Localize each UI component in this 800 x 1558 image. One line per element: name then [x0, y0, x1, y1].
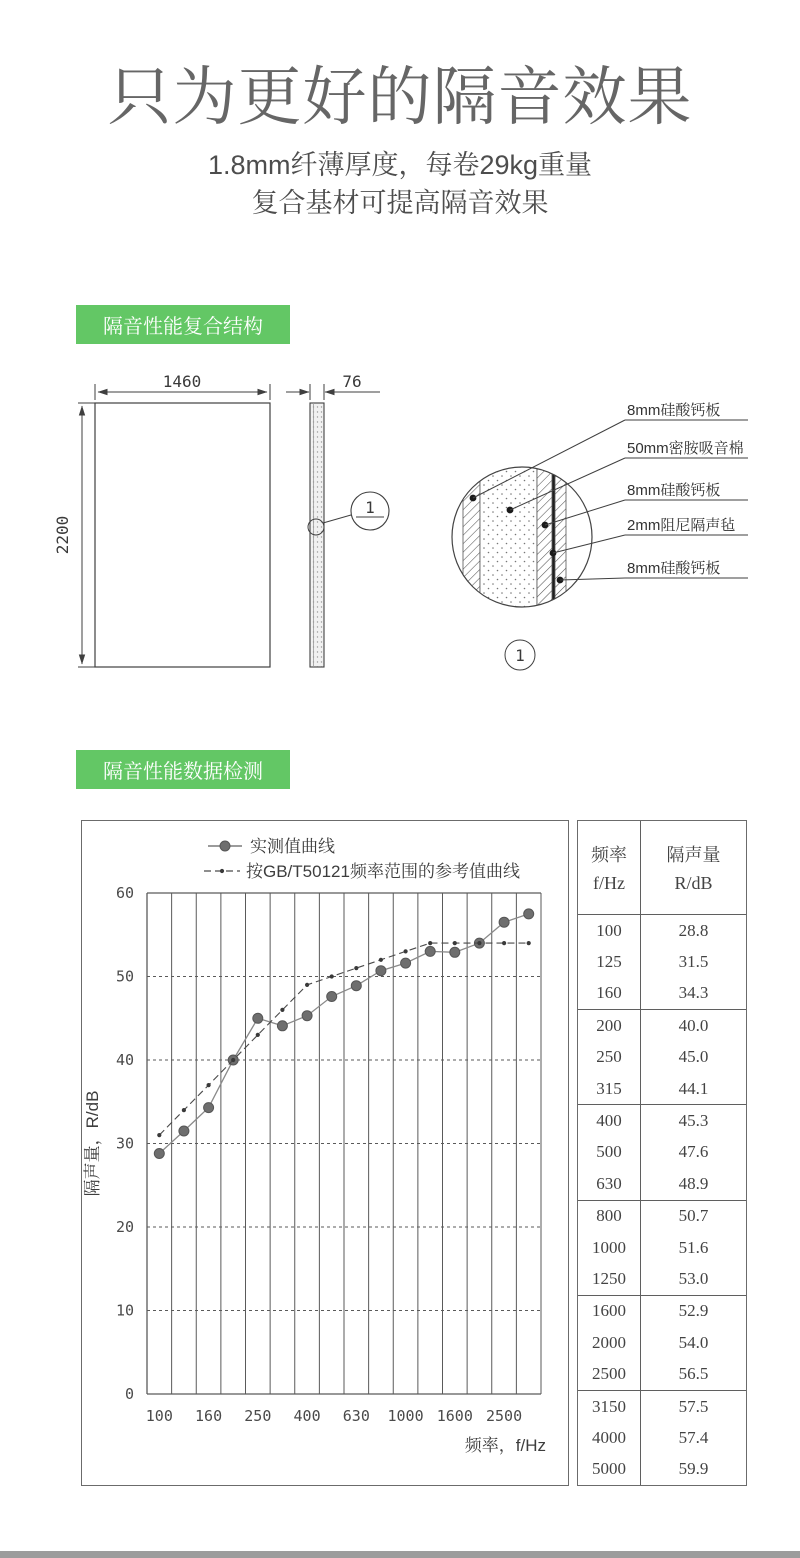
- frequency-cell: 315: [578, 1073, 641, 1104]
- measured-point: [450, 947, 460, 957]
- table-header: [578, 821, 746, 915]
- table-row: [578, 1042, 746, 1073]
- table-row: [578, 915, 746, 946]
- table-row: [578, 1391, 746, 1422]
- table-row: [578, 978, 746, 1009]
- frequency-cell: 125: [578, 946, 641, 977]
- frequency-cell: 250: [578, 1042, 641, 1073]
- table-row: [578, 1358, 746, 1389]
- frequency-cell: 160: [578, 978, 641, 1009]
- measured-point: [204, 1103, 214, 1113]
- layer-label-1: 8mm硅酸钙板: [627, 402, 721, 419]
- table-group: [578, 1391, 746, 1485]
- reference-point: [157, 1133, 161, 1137]
- x-tick-label: 250: [244, 1407, 272, 1425]
- insulation-cell: 45.0: [678, 1047, 709, 1067]
- insulation-cell: 51.6: [678, 1237, 709, 1257]
- frequency-cell: 2000: [578, 1327, 641, 1358]
- reference-point: [207, 1083, 211, 1087]
- layer-label-4: 2mm阻尼隔声毡: [627, 517, 736, 534]
- table-row: [578, 1327, 746, 1358]
- table-row: [578, 1263, 746, 1294]
- table-row: [578, 1168, 746, 1199]
- reference-point: [379, 958, 383, 962]
- insulation-cell: 57.4: [678, 1427, 709, 1447]
- subtitle-line-2: 复合基材可提高隔音效果: [251, 188, 549, 218]
- reference-point: [354, 966, 358, 970]
- insulation-header: 隔声量 R/dB: [666, 845, 721, 893]
- detail-balloon-number: 1: [365, 498, 375, 517]
- reference-point: [477, 941, 481, 945]
- insulation-cell: 56.5: [678, 1364, 709, 1384]
- table-group: [578, 1105, 746, 1200]
- table-row: [578, 946, 746, 977]
- x-tick-label: 1000: [387, 1407, 424, 1425]
- page-title: 只为更好的隔音效果: [107, 61, 693, 133]
- table-group: [578, 1010, 746, 1105]
- legend-measured-label: 实测值曲线: [250, 837, 335, 856]
- width-dimension-label: 1460: [162, 372, 202, 391]
- insulation-cell: 48.9: [678, 1173, 709, 1193]
- frequency-cell: 800: [578, 1201, 641, 1232]
- frequency-cell: 100: [578, 915, 641, 946]
- measured-point: [154, 1149, 164, 1159]
- frequency-cell: 3150: [578, 1391, 641, 1422]
- table-group: [578, 1296, 746, 1391]
- legend-reference-label: 按GB/T50121频率范围的参考值曲线: [246, 862, 520, 881]
- y-tick-label: 10: [115, 1301, 134, 1320]
- frequency-header: 频率 f/Hz: [578, 821, 641, 914]
- section-badge-structure: [76, 305, 290, 344]
- measured-point: [499, 917, 509, 927]
- frequency-cell: 2500: [578, 1358, 641, 1389]
- x-tick-label: 2500: [486, 1407, 523, 1425]
- frequency-cell: 5000: [578, 1454, 641, 1485]
- frequency-cell: 4000: [578, 1422, 641, 1453]
- layer-label-2: 50mm密胺吸音棉: [627, 440, 744, 457]
- insulation-cell: 45.3: [678, 1111, 709, 1131]
- x-tick-label: 400: [293, 1407, 321, 1425]
- frequency-cell: 1000: [578, 1232, 641, 1263]
- reference-point: [330, 974, 334, 978]
- section-badge-structure-label: 隔音性能复合结构: [103, 316, 263, 338]
- measured-point: [327, 992, 337, 1002]
- reference-point: [453, 941, 457, 945]
- table-group: [578, 915, 746, 1010]
- measured-point: [179, 1126, 189, 1136]
- subtitle-line-1: 1.8mm纤薄厚度，每卷29kg重量: [207, 150, 593, 180]
- insulation-cell: 34.3: [678, 983, 709, 1003]
- reference-point: [527, 941, 531, 945]
- table-row: [578, 1073, 746, 1104]
- x-axis-title: 频率，f/Hz: [464, 1436, 546, 1455]
- reference-point: [305, 983, 309, 987]
- reference-point: [280, 1008, 284, 1012]
- x-tick-label: 630: [342, 1407, 370, 1425]
- data-table: [577, 820, 747, 1486]
- thickness-dimension-label: 76: [342, 372, 362, 391]
- insulation-cell: 47.6: [678, 1142, 709, 1162]
- measured-point: [401, 958, 411, 968]
- section-badge-testing: [76, 750, 290, 789]
- y-axis-title: 隔声量，R/dB: [83, 1090, 102, 1197]
- frequency-cell: 1250: [578, 1263, 641, 1294]
- measured-point: [376, 966, 386, 976]
- table-row: [578, 1296, 746, 1327]
- y-tick-label: 20: [115, 1218, 134, 1236]
- insulation-cell: 59.9: [678, 1459, 709, 1479]
- table-row: [578, 1137, 746, 1168]
- reference-point: [231, 1058, 235, 1062]
- table-row: [578, 1010, 746, 1041]
- layer-label-5: 8mm硅酸钙板: [627, 560, 721, 577]
- table-row: [578, 1454, 746, 1485]
- reference-point: [404, 949, 408, 953]
- detail-layers: [463, 466, 566, 608]
- table-group: [578, 1201, 746, 1296]
- table-row: [578, 1105, 746, 1136]
- x-tick-label: 160: [195, 1407, 223, 1425]
- section-badge-testing-label: 隔音性能数据检测: [103, 761, 263, 783]
- reference-point: [256, 1033, 260, 1037]
- insulation-cell: 40.0: [678, 1015, 709, 1035]
- measured-point: [302, 1011, 312, 1021]
- reference-point: [182, 1108, 186, 1112]
- reference-point: [428, 941, 432, 945]
- measured-point: [351, 981, 361, 991]
- table-row: [578, 1422, 746, 1453]
- measured-point: [253, 1013, 263, 1023]
- y-tick-label: 60: [115, 884, 134, 902]
- insulation-cell: 31.5: [678, 952, 709, 972]
- x-tick-label: 100: [145, 1407, 173, 1425]
- reference-point: [502, 941, 506, 945]
- frequency-cell: 200: [578, 1010, 641, 1041]
- composite-structure-drawing: [0, 370, 800, 700]
- height-dimension-label: 2200: [53, 515, 72, 555]
- y-tick-label: 40: [115, 1051, 134, 1069]
- insulation-cell: 28.8: [678, 920, 709, 940]
- legend-reference-marker: [220, 869, 224, 873]
- frequency-cell: 630: [578, 1168, 641, 1199]
- frequency-cell: 500: [578, 1137, 641, 1168]
- measured-point: [524, 909, 534, 919]
- legend-measured-marker: [220, 841, 230, 851]
- sound-insulation-chart: [81, 820, 569, 1486]
- insulation-cell: 57.5: [678, 1396, 709, 1416]
- y-tick-label: 30: [115, 1134, 134, 1153]
- detail-number-label: 1: [515, 646, 525, 665]
- x-tick-label: 1600: [436, 1407, 473, 1425]
- table-body: [578, 915, 746, 1485]
- insulation-cell: 54.0: [678, 1332, 709, 1352]
- insulation-cell: 52.9: [678, 1301, 709, 1321]
- table-row: [578, 1232, 746, 1263]
- insulation-cell: 50.7: [678, 1206, 709, 1226]
- y-tick-label: 0: [124, 1385, 134, 1403]
- measured-point: [277, 1021, 287, 1031]
- insulation-cell: 53.0: [678, 1268, 709, 1288]
- footer-bar: [0, 1551, 800, 1558]
- frequency-cell: 400: [578, 1105, 641, 1136]
- frequency-cell: 1600: [578, 1296, 641, 1327]
- insulation-cell: 44.1: [678, 1078, 709, 1098]
- front-view-rect: [95, 403, 270, 667]
- measured-point: [425, 946, 435, 956]
- layer-label-3: 8mm硅酸钙板: [627, 482, 721, 499]
- page-subtitle: [0, 146, 800, 222]
- y-tick-label: 50: [115, 967, 134, 986]
- table-row: [578, 1201, 746, 1232]
